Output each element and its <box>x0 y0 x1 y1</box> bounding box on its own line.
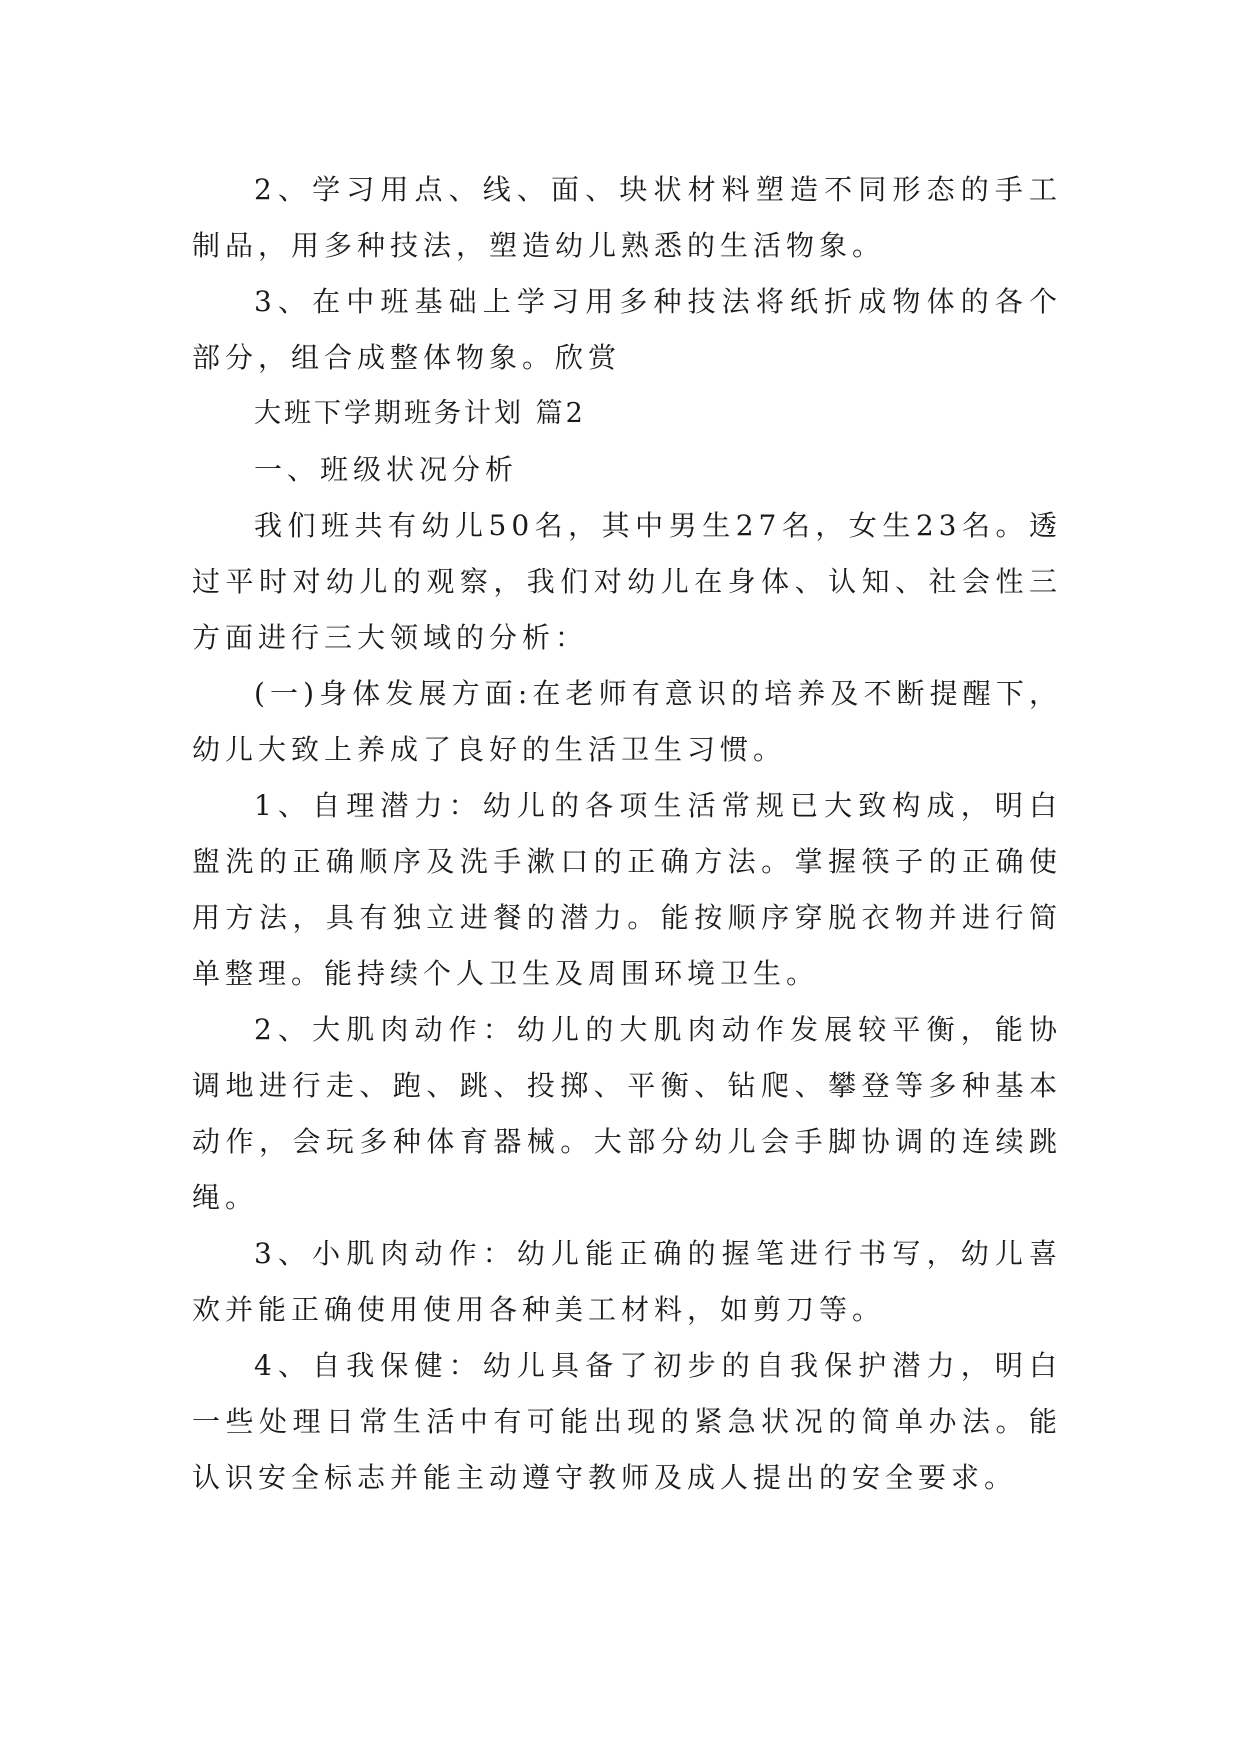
paragraph-self-care: 1、自理潜力：幼儿的各项生活常规已大致构成，明白盥洗的正确顺序及洗手漱口的正确方法。掌握筷子的正确使用方法，具有独立进餐的潜力。能按顺序穿脱衣物并进行简单整理。能持续个人卫生及周围环境卫生。 <box>192 789 1062 990</box>
document-body <box>192 162 1062 1506</box>
paragraph-fine-motor: 3、小肌肉动作：幼儿能正确的握笔进行书写，幼儿喜欢并能正确使用使用各种美工材料，如剪刀等。 <box>192 1237 1062 1326</box>
paragraph-physical-development: (一)身体发展方面:在老师有意识的培养及不断提醒下，幼儿大致上养成了良好的生活卫生习惯。 <box>192 677 1062 766</box>
section-heading-class-analysis: 一、班级状况分析 <box>254 453 519 486</box>
section-title: 大班下学期班务计划 篇2 <box>254 398 586 429</box>
paragraph-gross-motor: 2、大肌肉动作：幼儿的大肌肉动作发展较平衡，能协调地进行走、跑、跳、投掷、平衡、钻爬、攀登等多种基本动作，会玩多种体育器械。大部分幼儿会手脚协调的连续跳绳。 <box>192 1013 1062 1214</box>
paragraph-handcraft-skills: 2、学习用点、线、面、块状材料塑造不同形态的手工制品，用多种技法，塑造幼儿熟悉的生活物象。 <box>192 173 1062 262</box>
paragraph-class-overview: 我们班共有幼儿50名，其中男生27名，女生23名。透过平时对幼儿的观察，我们对幼儿在身体、认知、社会性三方面进行三大领域的分析： <box>192 509 1062 654</box>
paragraph-self-protection: 4、自我保健：幼儿具备了初步的自我保护潜力，明白一些处理日常生活中有可能出现的紧急状况的简单办法。能认识安全标志并能主动遵守教师及成人提出的安全要求。 <box>192 1349 1062 1494</box>
paragraph-paper-folding: 3、在中班基础上学习用多种技法将纸折成物体的各个部分，组合成整体物象。欣赏 <box>192 285 1062 374</box>
